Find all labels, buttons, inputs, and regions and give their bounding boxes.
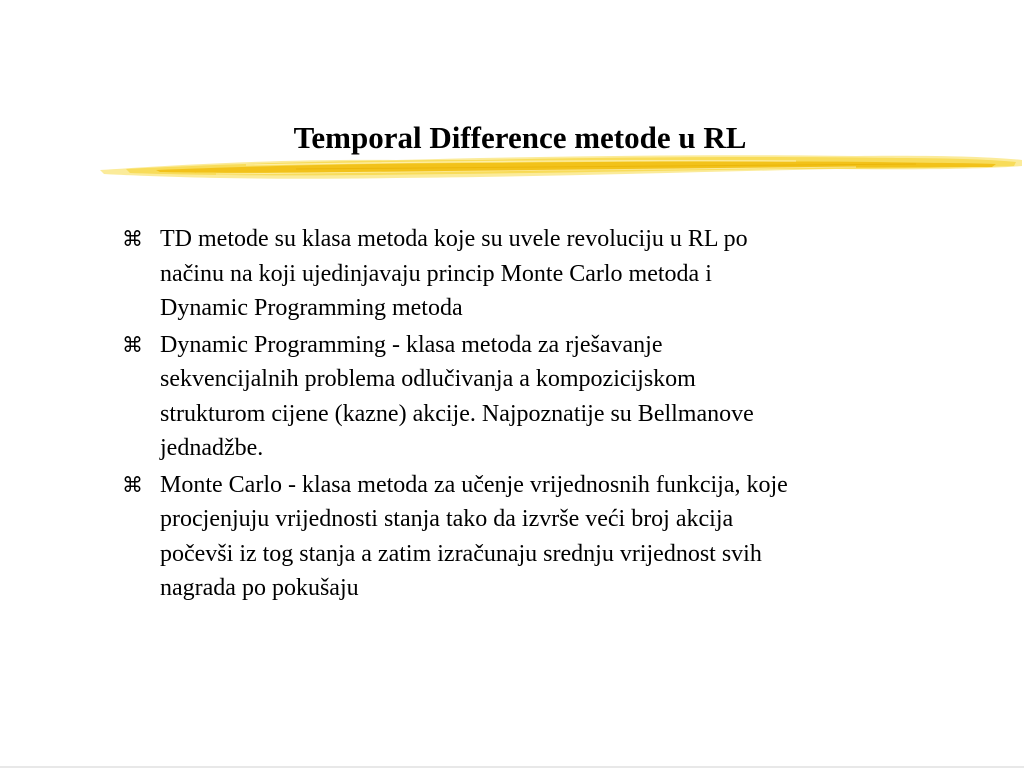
bullet-line: jednadžbe. xyxy=(160,435,264,461)
bullet-list xyxy=(122,222,922,608)
bullet-line: TD metode su klasa metoda koje su uvele revoluciju u RL po xyxy=(160,226,748,252)
bullet-line: Dynamic Programming - klasa metoda za rješavanje xyxy=(160,331,663,358)
bullet-line: nagrada po pokušaju xyxy=(160,575,359,601)
bullet-line: sekvencijalnih problema odlučivanja a kompozicijskom xyxy=(160,366,696,392)
bullet-item-monte-carlo xyxy=(122,468,922,606)
bullet-line: strukturom cijene (kazne) akcije. Najpoznatije su Bellmanove xyxy=(160,400,754,427)
slide-title: Temporal Difference metode u RL xyxy=(293,120,747,155)
bullet-line: Dynamic Programming metoda xyxy=(160,295,463,321)
command-bullet-icon: ⌘ xyxy=(122,472,143,497)
bullet-item-dynamic-programming xyxy=(122,328,922,466)
command-bullet-icon: ⌘ xyxy=(122,227,143,251)
bullet-line: načinu na koji ujedinjavaju princip Monte Carlo metoda i xyxy=(160,260,712,287)
command-bullet-icon: ⌘ xyxy=(122,332,143,357)
bullet-item-td-methods xyxy=(122,222,922,326)
bullet-line: procjenjuju vrijednosti stanja tako da izvrše veći broj akcija xyxy=(160,506,734,532)
bullet-line: Monte Carlo - klasa metoda za učenje vrijednosnih funkcija, koje xyxy=(160,471,788,498)
bullet-line: počevši iz tog stanja a zatim izračunaju srednju vrijednost svih xyxy=(160,540,762,567)
